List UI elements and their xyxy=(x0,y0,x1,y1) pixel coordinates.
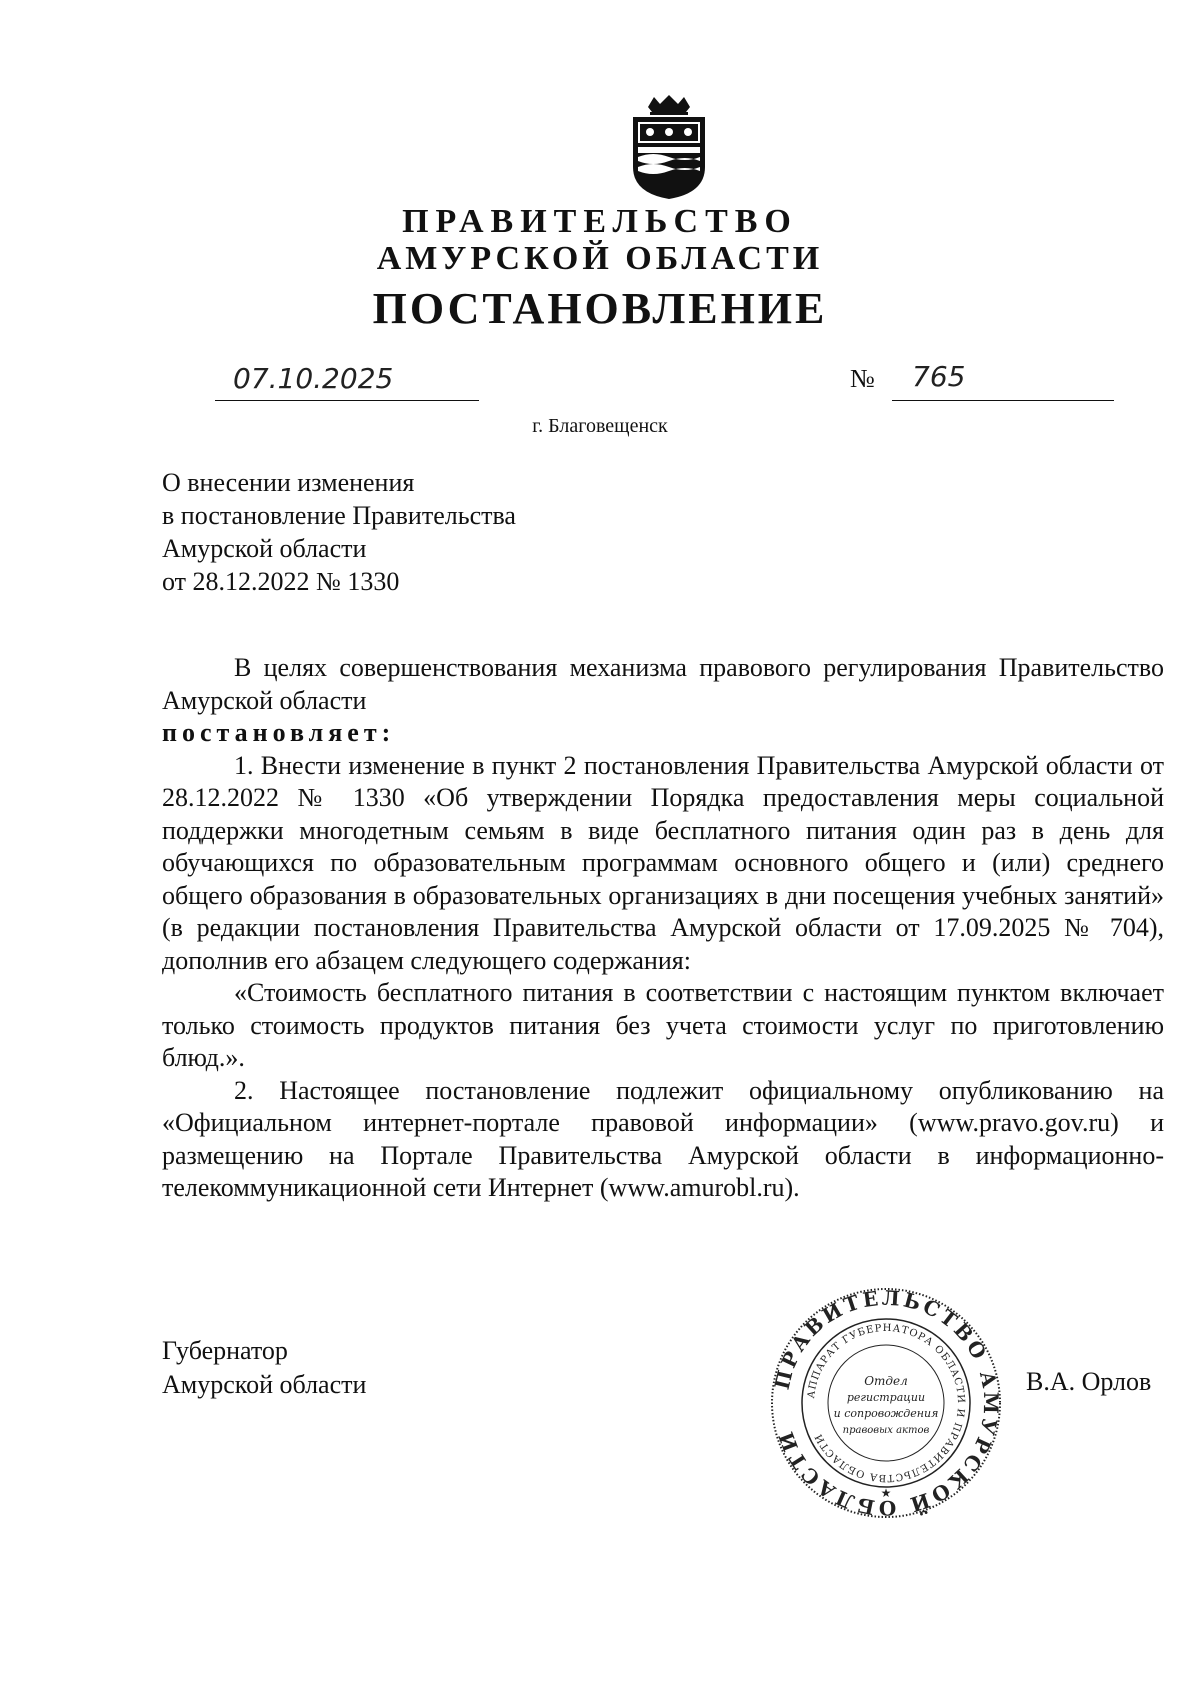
seal-inner-text: АППАРАТ ГУБЕРНАТОРА ОБЛАСТИ И ПРАВИТЕЛЬСТВА ОБЛАСТИ xyxy=(806,1322,967,1484)
document-city: г. Благовещенск xyxy=(532,415,668,437)
resolve-word: постановляет: xyxy=(162,718,396,747)
document-date: 07.10.2025 xyxy=(233,362,394,395)
number-sign: № xyxy=(850,364,875,393)
quoted-paragraph: «Стоимость бесплатного питания в соответствии с настоящим пунктом включает только стоимость продуктов питания без учета стоимости услуг по приготовлению блюд.». xyxy=(162,978,1164,1072)
signatory-position xyxy=(162,1334,366,1402)
paragraph-item-1: 1. Внести изменение в пункт 2 постановления Правительства Амурской области от 28.12.2022 № 1330 «Об утверждении Порядка предоставления меры социальной поддержки многодетным семьям в виде бесплатного питания один раз в день для обучающихся по образовательным программам основного общего и (или) среднего общего образования в образовательных организациях в дни посещения учебных занятий» (в редакции постановления Правительства Амурской области от 17.09.2025 № 704), дополнив его абзацем следующего содержания: xyxy=(162,750,1164,975)
organization-name-line2: АМУРСКОЙ ОБЛАСТИ xyxy=(376,240,824,277)
seal-star-icon: ★ xyxy=(880,1486,892,1500)
document-body xyxy=(162,652,1164,1205)
coat-of-arms-emblem xyxy=(628,95,710,199)
subject-line: от 28.12.2022 № 1330 xyxy=(162,567,400,596)
intro-paragraph: В целях совершенствования механизма правового регулирования Правительство Амурской области xyxy=(162,653,1164,715)
subject-line: Амурской области xyxy=(162,534,367,563)
seal-center-line: и сопровождения xyxy=(833,1407,939,1420)
signatory-name: В.А. Орлов xyxy=(1026,1367,1152,1396)
signatory-position-line1: Губернатор xyxy=(162,1336,288,1365)
seal-center-line: регистрации xyxy=(846,1391,926,1404)
signatory-position-line2: Амурской области xyxy=(162,1370,367,1399)
organization-name-line1: ПРАВИТЕЛЬСТВО xyxy=(402,203,798,240)
document-number: 765 xyxy=(912,360,966,393)
seal-outer-text: ПРАВИТЕЛЬСТВО АМУРСКОЙ ОБЛАСТИ xyxy=(769,1285,1004,1521)
seal-center-line: Отдел xyxy=(864,1374,908,1388)
document-type-title: ПОСТАНОВЛЕНИЕ xyxy=(372,284,828,333)
subject-line: О внесении изменения xyxy=(162,468,415,497)
document-subject xyxy=(162,466,516,598)
subject-line: в постановление Правительства xyxy=(162,501,516,530)
paragraph-item-2: 2. Настоящее постановление подлежит официальному опубликованию на «Официальном интернет-портале правовой информации» (www.pravo.gov.ru) и размещению на Портале Правительства Амурской области в информационно-телекоммуникационной сети Интернет (www.amurobl.ru). xyxy=(162,1075,1164,1202)
seal-center-line: правовых актов xyxy=(842,1425,930,1436)
official-seal-stamp xyxy=(768,1285,1004,1521)
